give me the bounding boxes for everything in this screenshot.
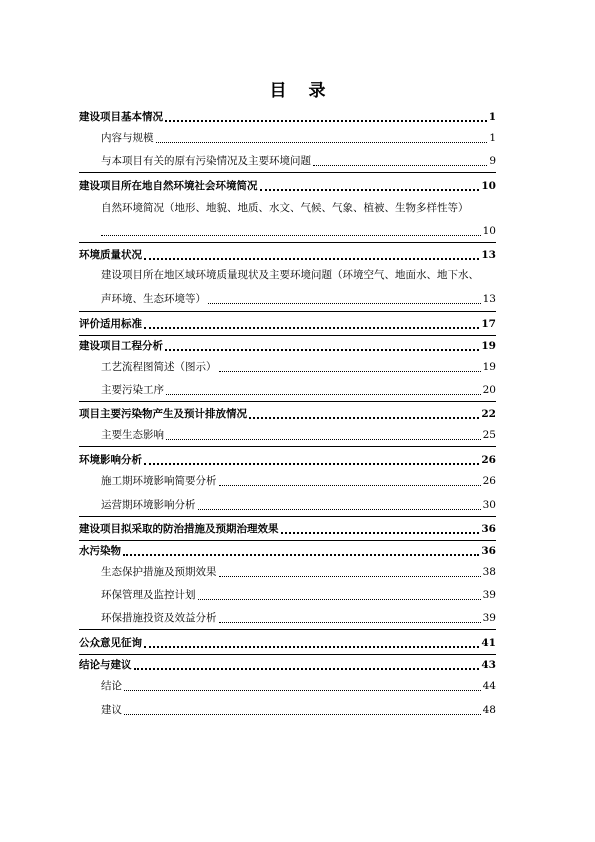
toc-entry-label: 结论与建议 xyxy=(79,659,132,671)
toc-leader xyxy=(219,621,481,623)
toc-page-number: 19 xyxy=(481,340,496,352)
toc-page-number: 26 xyxy=(482,475,496,487)
toc-entry-4[interactable] xyxy=(79,179,496,193)
toc-entry-19[interactable] xyxy=(101,565,496,579)
toc-page-number: 30 xyxy=(482,499,496,511)
toc-page-number: 25 xyxy=(482,429,496,441)
toc-entry-3[interactable] xyxy=(101,154,496,168)
toc-page-number: 13 xyxy=(482,293,496,305)
toc-leader xyxy=(156,141,488,143)
toc-page-number: 20 xyxy=(482,384,496,396)
toc-leader xyxy=(208,302,481,304)
toc-page-number: 48 xyxy=(482,704,496,716)
toc-entry-5-label[interactable]: 自然环境简况（地形、地貌、地质、水文、气候、气象、植被、生物多样性等） xyxy=(101,202,469,214)
toc-entry-16[interactable] xyxy=(101,498,496,512)
toc-entry-24[interactable] xyxy=(101,679,496,693)
toc-leader xyxy=(166,438,481,440)
toc-entry-label: 与本项目有关的原有污染情况及主要环境问题 xyxy=(101,155,311,167)
toc-page-number: 13 xyxy=(481,249,496,261)
toc-entry-label: 项目主要污染物产生及预计排放情况 xyxy=(79,408,247,420)
toc-leader xyxy=(219,484,481,486)
toc-page-number: 19 xyxy=(482,361,496,373)
toc-entry-23[interactable] xyxy=(79,658,496,672)
toc-entry-label: 主要污染工序 xyxy=(101,384,164,396)
title-char-2: 录 xyxy=(308,81,326,101)
toc-entry-7-cont[interactable] xyxy=(101,292,496,306)
toc-entry-label: 建设项目所在地自然环境社会环境简况 xyxy=(79,180,258,192)
toc-page-number: 44 xyxy=(482,680,496,692)
toc-page-number: 22 xyxy=(481,408,496,420)
toc-entry-8[interactable] xyxy=(79,317,496,331)
section-divider xyxy=(79,172,496,173)
toc-leader xyxy=(165,348,479,351)
toc-entry-label: 建设项目拟采取的防治措施及预期治理效果 xyxy=(79,523,279,535)
toc-entry-6[interactable] xyxy=(79,248,496,262)
toc-leader xyxy=(260,188,480,191)
toc-entry-label: 生态保护措施及预期效果 xyxy=(101,566,217,578)
toc-page-number: 1 xyxy=(488,111,496,123)
toc-entry-label: 建设项目工程分析 xyxy=(79,340,163,352)
toc-leader xyxy=(219,575,481,577)
toc-entry-14[interactable] xyxy=(79,453,496,467)
toc-entry-12[interactable] xyxy=(79,407,496,421)
toc-entry-22[interactable] xyxy=(79,636,496,650)
toc-entry-label: 结论 xyxy=(101,680,122,692)
toc-entry-11[interactable] xyxy=(101,383,496,397)
section-divider xyxy=(79,242,496,243)
toc-page-number: 1 xyxy=(489,132,496,144)
toc-entry-label: 内容与规模 xyxy=(101,132,154,144)
toc-page-number: 36 xyxy=(481,545,496,557)
toc-leader xyxy=(124,689,481,691)
toc-entry-label: 建议 xyxy=(101,704,122,716)
toc-entry-21[interactable] xyxy=(101,611,496,625)
toc-leader xyxy=(165,119,487,122)
toc-entry-7-label[interactable]: 建设项目所在地区域环境质量现状及主要环境问题（环境空气、地面水、地下水、 xyxy=(101,269,479,281)
toc-page-number: 26 xyxy=(481,454,496,466)
toc-leader xyxy=(144,462,479,465)
toc-page-number: 41 xyxy=(481,637,496,649)
section-divider xyxy=(79,401,496,402)
toc-page-number: 36 xyxy=(481,523,496,535)
toc-leader xyxy=(134,667,480,670)
toc-leader xyxy=(123,553,479,556)
toc-page-number: 39 xyxy=(482,612,496,624)
toc-entry-label: 环保措施投资及效益分析 xyxy=(101,612,217,624)
toc-page-number: 10 xyxy=(481,180,496,192)
section-divider xyxy=(79,540,496,541)
toc-entry-label: 环保管理及监控计划 xyxy=(101,589,196,601)
title-char-1: 目 xyxy=(269,81,287,101)
toc-page-number: 17 xyxy=(481,318,496,330)
toc-entry-label: 工艺流程图简述（图示） xyxy=(101,361,217,373)
toc-page-number: 39 xyxy=(482,589,496,601)
toc-entry-label: 水污染物 xyxy=(79,545,121,557)
toc-entry-5-leader-row[interactable] xyxy=(101,224,496,238)
section-divider xyxy=(79,654,496,655)
toc-entry-1[interactable] xyxy=(79,110,496,124)
toc-entry-label: 建设项目基本情况 xyxy=(79,111,163,123)
toc-leader xyxy=(144,645,479,648)
toc-leader xyxy=(144,257,479,260)
toc-entry-label: 施工期环境影响简要分析 xyxy=(101,475,217,487)
section-divider xyxy=(79,335,496,336)
toc-leader xyxy=(281,531,480,534)
toc-entry-2[interactable] xyxy=(101,131,496,145)
toc-entry-25[interactable] xyxy=(101,703,496,717)
toc-entry-label: 环境质量状况 xyxy=(79,249,142,261)
toc-entry-label-cont: 声环境、生态环境等） xyxy=(101,293,206,305)
toc-page-number: 10 xyxy=(482,225,496,237)
toc-entry-17[interactable] xyxy=(79,522,496,536)
section-divider xyxy=(79,311,496,312)
toc-entry-label: 主要生态影响 xyxy=(101,429,164,441)
toc-entry-18[interactable] xyxy=(79,544,496,558)
toc-page-number: 38 xyxy=(482,566,496,578)
toc-entry-9[interactable] xyxy=(79,339,496,353)
toc-page-number: 9 xyxy=(489,155,496,167)
toc-entry-label: 公众意见征询 xyxy=(79,637,142,649)
section-divider xyxy=(79,446,496,447)
toc-leader xyxy=(198,598,481,600)
section-divider xyxy=(79,629,496,630)
toc-entry-13[interactable] xyxy=(101,428,496,442)
toc-entry-15[interactable] xyxy=(101,474,496,488)
toc-entry-label: 运营期环境影响分析 xyxy=(101,499,196,511)
toc-leader xyxy=(219,370,481,372)
toc-entry-label: 评价适用标准 xyxy=(79,318,142,330)
toc-leader xyxy=(144,326,479,329)
toc-page-number: 43 xyxy=(481,659,496,671)
toc-leader xyxy=(124,713,481,715)
toc-leader xyxy=(101,234,481,236)
toc-leader xyxy=(249,416,479,419)
toc-leader xyxy=(313,164,487,166)
toc-entry-20[interactable] xyxy=(101,588,496,602)
toc-entry-label: 环境影响分析 xyxy=(79,454,142,466)
toc-entry-10[interactable] xyxy=(101,360,496,374)
section-divider xyxy=(79,516,496,517)
toc-leader xyxy=(198,508,481,510)
toc-leader xyxy=(166,393,481,395)
